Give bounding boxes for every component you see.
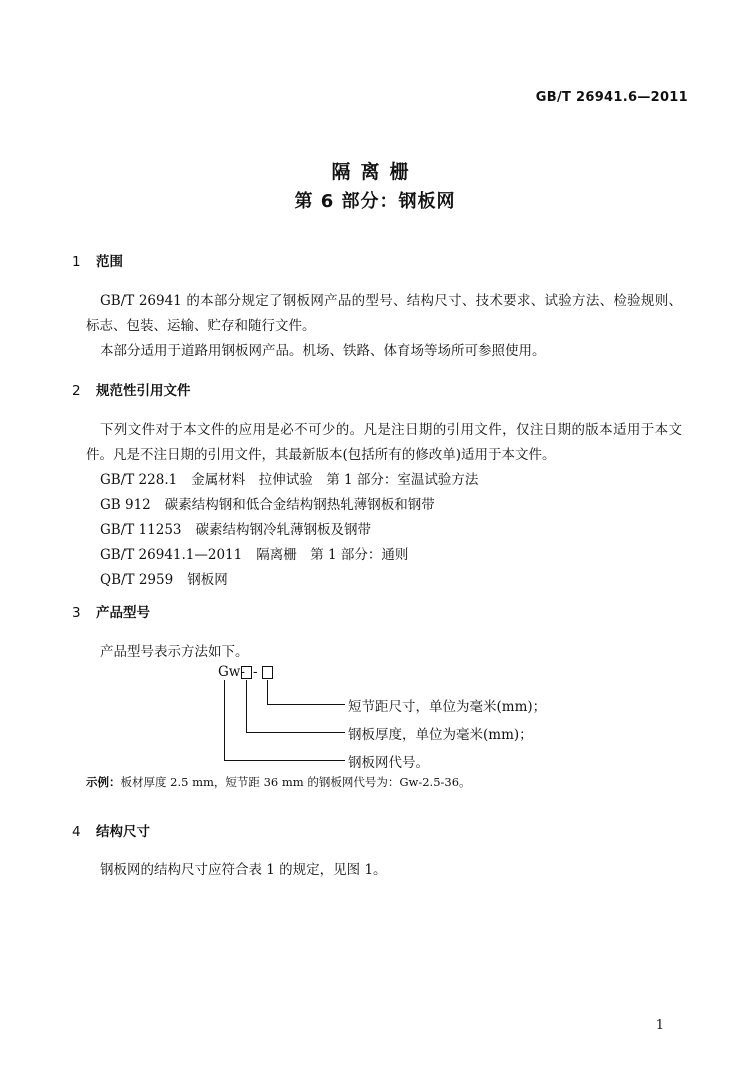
code-leader-vertical <box>224 680 225 760</box>
pitch-leader-vertical <box>267 680 268 704</box>
reference-title: 钢板网 <box>187 572 228 588</box>
reference-title: 隔离栅 第 1 部分：通则 <box>256 547 409 563</box>
section-number: 3 <box>72 605 81 621</box>
example-note <box>86 774 471 790</box>
reference-item <box>100 468 478 488</box>
section-heading-model <box>72 601 150 621</box>
thickness-label: 钢板厚度，单位为毫米(mm)； <box>348 727 533 743</box>
paragraph-text: 本部分适用于道路用钢板网产品。机场、铁路、体育场等场所可参照使用。 <box>100 343 546 359</box>
example-text: 板材厚度 2.5 mm，短节距 36 mm 的钢板网代号为：Gw-2.5-36。 <box>120 775 471 789</box>
section-title: 产品型号 <box>96 605 150 621</box>
paragraph-text: 产品型号表示方法如下。 <box>100 644 249 660</box>
paragraph-text: GB/T 26941 的本部分规定了钢板网产品的型号、结构尺寸、技术要求、试验方法、检验规则、标志、包装、运输、贮存和随行文件。 <box>86 293 682 334</box>
document-title: 隔离栅 <box>331 161 419 183</box>
reference-code: GB 912 <box>100 497 151 513</box>
section-heading-structure <box>72 820 150 840</box>
reference-item <box>100 493 435 513</box>
reference-title: 碳素结构钢冷轧薄钢板及钢带 <box>195 522 371 538</box>
model-paragraph <box>86 640 682 665</box>
pitch-leader-horizontal <box>267 704 345 705</box>
page-number: 1 <box>655 1018 664 1033</box>
section-heading-references <box>72 379 191 399</box>
section-number: 1 <box>72 254 81 270</box>
scope-paragraph-1 <box>86 289 682 339</box>
section-number: 4 <box>72 824 81 840</box>
reference-item <box>100 543 408 563</box>
document-subtitle: 第 6 部分：钢板网 <box>294 191 456 212</box>
code-prefix: Gw- <box>218 664 245 680</box>
reference-code: QB/T 2959 <box>100 572 174 588</box>
example-label: 示例： <box>86 775 121 789</box>
code-label: 钢板网代号。 <box>348 755 429 771</box>
paragraph-text: 钢板网的结构尺寸应符合表 1 的规定，见图 1。 <box>100 862 387 878</box>
reference-code: GB/T 11253 <box>100 522 182 538</box>
code-leader-horizontal <box>224 760 345 761</box>
paragraph-text: 下列文件对于本文件的应用是必不可少的。凡是注日期的引用文件，仅注日期的版本适用于本文件。凡是不注日期的引用文件，其最新版本(包括所有的修改单)适用于本文件。 <box>86 422 682 463</box>
thickness-leader-horizontal <box>246 732 345 733</box>
reference-title: 金属材料 拉伸试验 第 1 部分：室温试验方法 <box>191 472 479 488</box>
scope-paragraph-2 <box>86 339 682 364</box>
section-heading-scope <box>72 250 123 270</box>
standard-number: GB/T 26941.6—2011 <box>535 90 688 105</box>
thickness-placeholder-box <box>241 666 252 679</box>
section-number: 2 <box>72 383 81 399</box>
structure-paragraph <box>86 858 682 883</box>
reference-title: 碳素结构钢和低合金结构钢热轧薄钢板和钢带 <box>164 497 435 513</box>
thickness-leader-vertical <box>246 680 247 732</box>
section-title: 规范性引用文件 <box>96 383 191 399</box>
references-paragraph <box>86 418 682 468</box>
reference-code: GB/T 26941.1—2011 <box>100 547 243 563</box>
reference-item <box>100 518 371 538</box>
pitch-placeholder-box <box>262 666 273 679</box>
reference-item <box>100 568 228 588</box>
section-title: 结构尺寸 <box>96 824 150 840</box>
reference-code: GB/T 228.1 <box>100 472 178 488</box>
section-title: 范围 <box>96 254 123 270</box>
code-separator: - <box>253 664 258 680</box>
pitch-label: 短节距尺寸，单位为毫米(mm)； <box>348 699 547 715</box>
